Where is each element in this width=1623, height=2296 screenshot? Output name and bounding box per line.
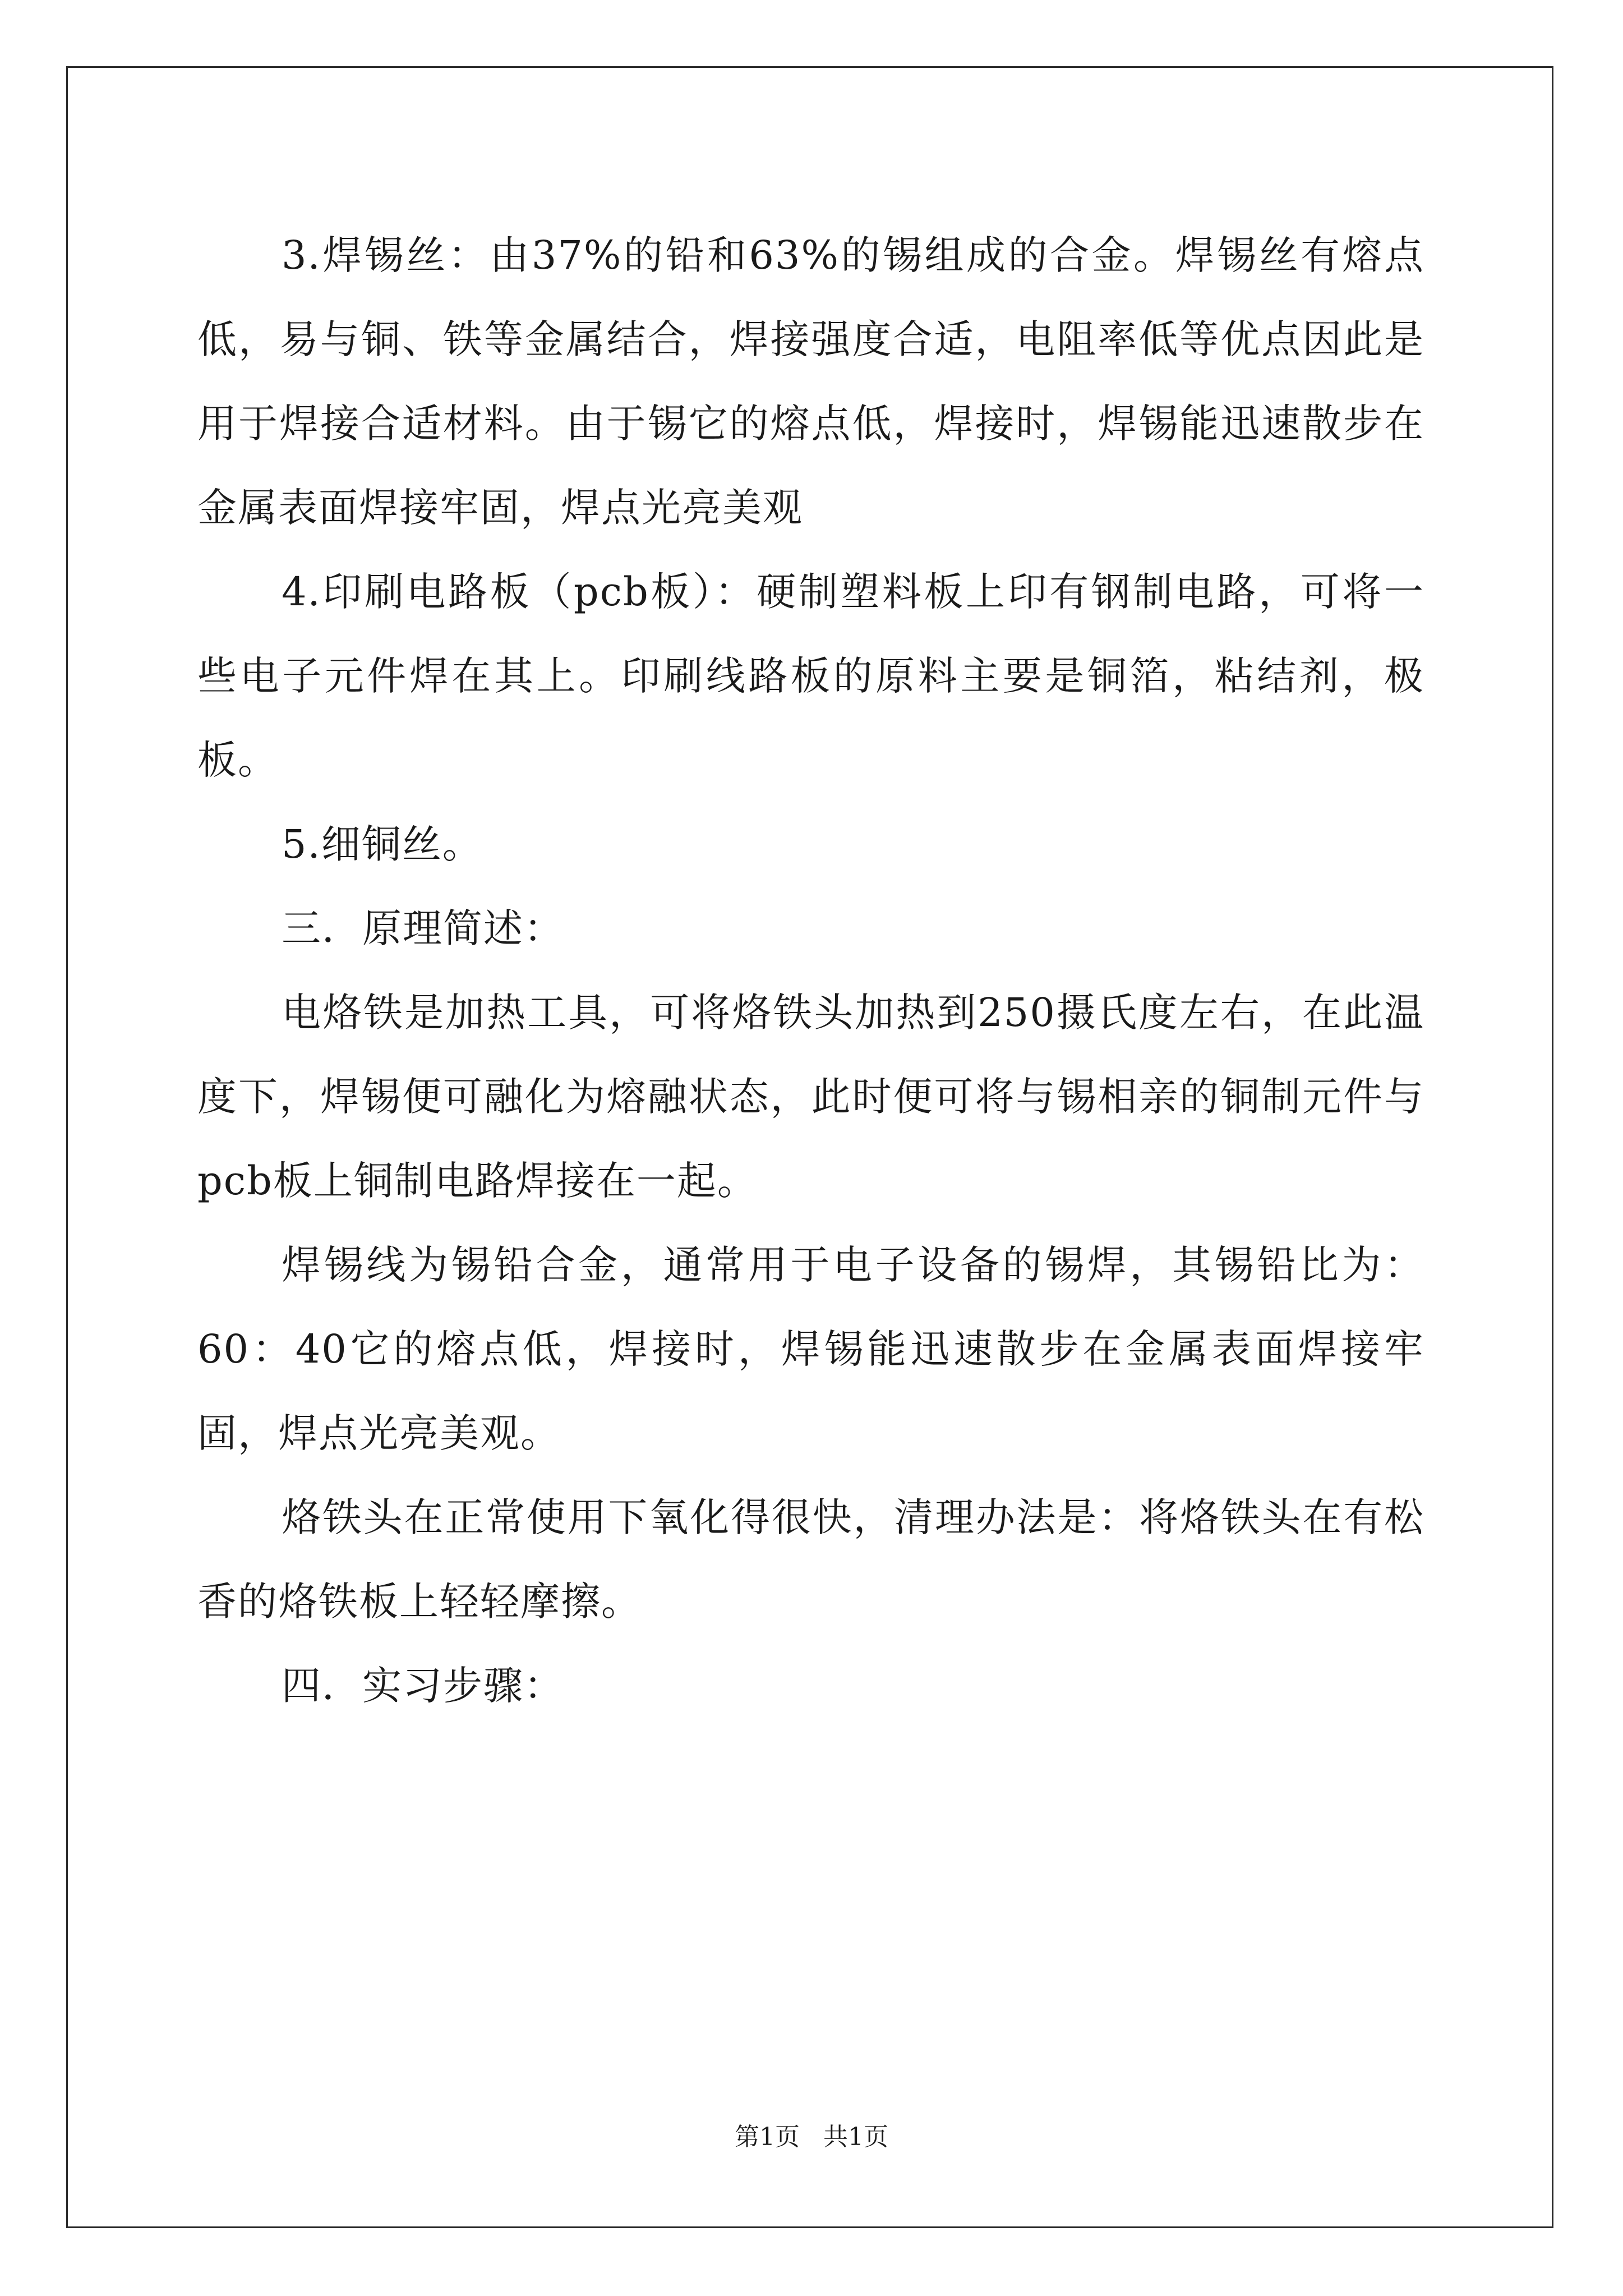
paragraph-copper-wire: 5.细铜丝。 — [282, 821, 483, 867]
section-heading-steps: 四．实习步骤： — [282, 1663, 564, 1709]
page-footer — [0, 2120, 1623, 2154]
paragraph-solder-alloy: 焊锡线为锡铅合金，通常用于电子设备的锡焊，其锡铅比为：60：40它的熔点低，焊接时，焊锡能迅速散步在金属表面焊接牢固，焊点光亮美观。 — [197, 1242, 1424, 1456]
footer-spacer — [800, 2123, 823, 2151]
paragraph-pcb: 4.印刷电路板（pcb板）：硬制塑料板上印有钢制电路，可将一些电子元件焊在其上。印刷线路板的原料主要是铜箔，粘结剂，极板。 — [197, 569, 1424, 783]
document-body — [197, 213, 1424, 1728]
paragraph-solder-wire: 3.焊锡丝：由37%的铅和63%的锡组成的合金。焊锡丝有熔点低，易与铜、铁等金属结合，焊接强度合适，电阻率低等优点因此是用于焊接合适材料。由于锡它的熔点低，焊接时，焊锡能迅速散步在金属表面焊接牢固，焊点光亮美观 — [197, 232, 1424, 531]
page-total: 共1页 — [823, 2123, 888, 2151]
section-heading-principle: 三．原理简述： — [282, 905, 564, 951]
paragraph-soldering-iron: 电烙铁是加热工具，可将烙铁头加热到250摄氏度左右，在此温度下，焊锡便可融化为熔融状态，此时便可将与锡相亲的铜制元件与pcb板上铜制电路焊接在一起。 — [197, 990, 1424, 1204]
paragraph-tip-cleaning: 烙铁头在正常使用下氧化得很快，清理办法是：将烙铁头在有松香的烙铁板上轻轻摩擦。 — [197, 1494, 1424, 1625]
page-number: 第1页 — [735, 2123, 800, 2151]
